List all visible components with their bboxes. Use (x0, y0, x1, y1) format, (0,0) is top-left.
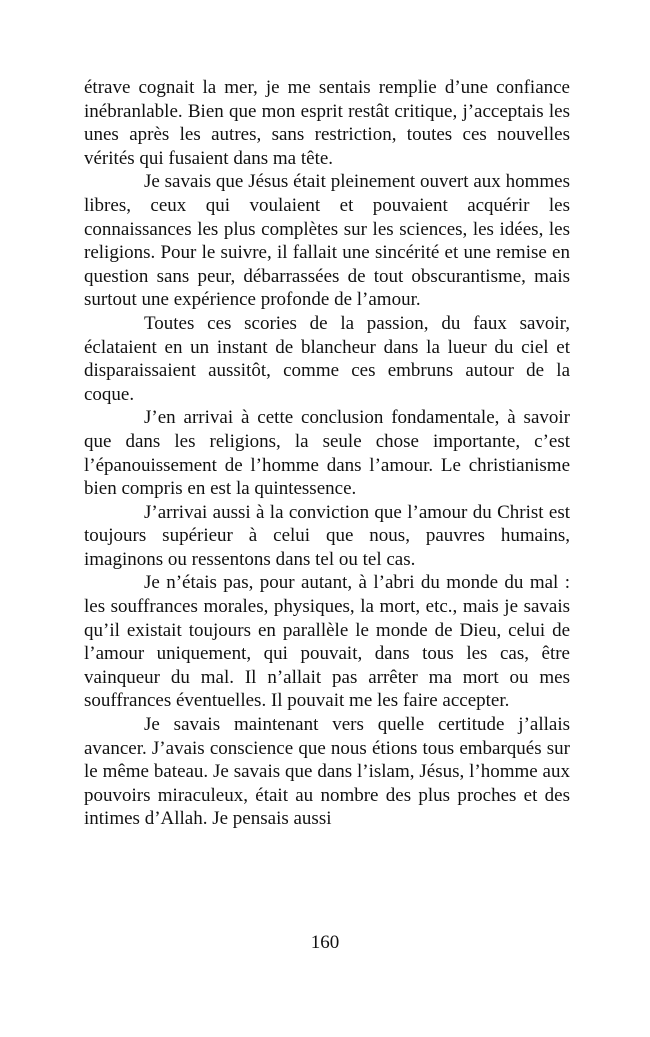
paragraph-7: Je savais maintenant vers quelle certitude j’allais avancer. J’avais conscience que nous étions tous embarqués sur le même bateau. Je savais que dans l’islam, Jésus, l’homme aux pouvoirs miraculeux, était au nombre des plus proches et des intimes d’Allah. Je pensais aussi (84, 714, 570, 830)
paragraph-4: J’en arrivai à cette conclusion fondamentale, à savoir que dans les religions, la seule chose importante, c’est l’épanouissement de l’homme dans l’amour. Le christianisme bien compris en est la quintessence. (84, 407, 570, 500)
paragraph-5: J’arrivai aussi à la conviction que l’amour du Christ est toujours supérieur à celui que nous, pauvres humains, imaginons ou ressentons dans tel ou tel cas. (84, 501, 570, 570)
paragraph-1: étrave cognait la mer, je me sentais remplie d’une confiance inébranlable. Bien que mon esprit restât critique, j’acceptais les unes après les autres, sans restriction, toutes ces nouvelles vérités qui fusaient dans ma tête. (84, 77, 570, 169)
page-number: 160 (310, 932, 340, 953)
page-body (84, 76, 570, 831)
paragraph-6: Je n’étais pas, pour autant, à l’abri du monde du mal : les souffrances morales, physiques, la mort, etc., mais je savais qu’il existait toujours en parallèle le monde de Dieu, celui de l’amour uniquement, qui pouvait, dans tous les cas, être vainqueur du mal. Il n’allait pas arrêter ma mort ou mes souffrances éventuelles. Il pouvait me les faire accepter. (84, 572, 570, 712)
paragraph-2: Je savais que Jésus était pleinement ouvert aux hommes libres, ceux qui voulaient et pouvaient acquérir les connaissances les plus complètes sur les sciences, les idées, les religions. Pour le suivre, il fallait une sincérité et une remise en question sans peur, débarrassées de tout obscurantisme, mais surtout une expérience profonde de l’amour. (84, 171, 570, 311)
paragraph-3: Toutes ces scories de la passion, du faux savoir, éclataient en un instant de blancheur dans la lueur du ciel et disparaissaient aussitôt, comme ces embruns autour de la coque. (84, 312, 570, 405)
